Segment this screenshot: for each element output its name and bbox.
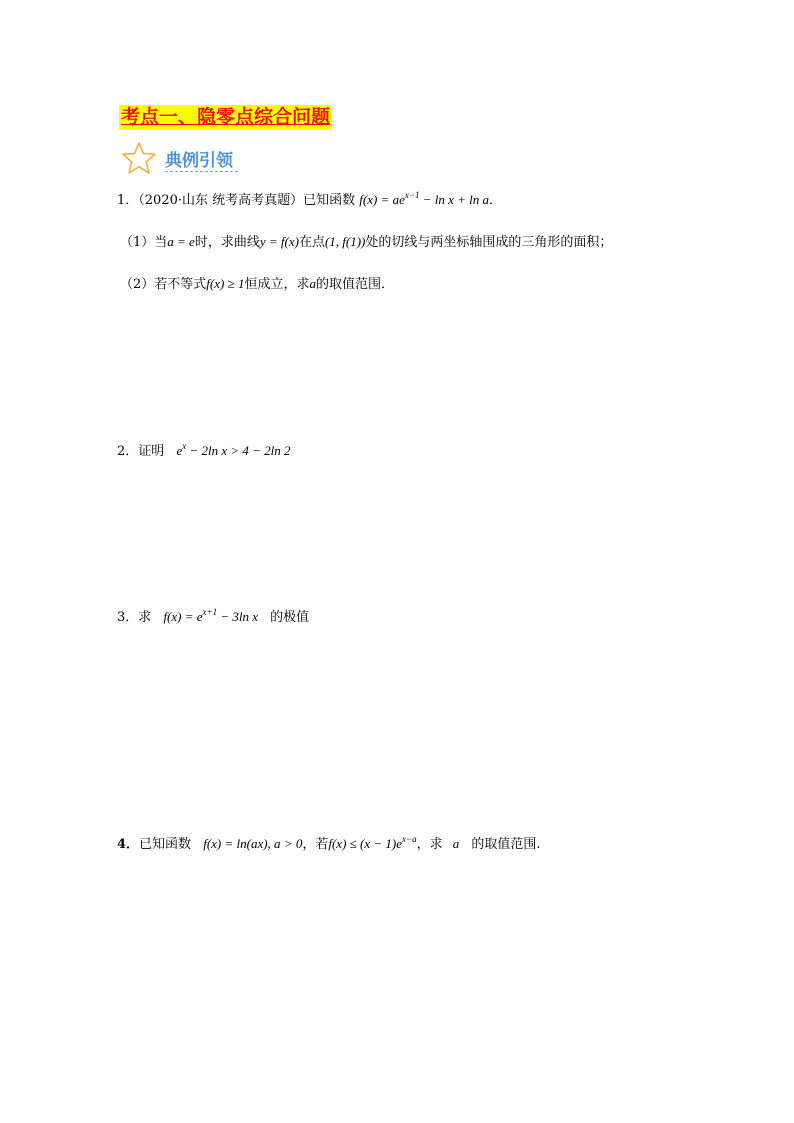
question-text: 已知函数 bbox=[303, 193, 356, 208]
part-text: 恒成立，求 bbox=[244, 277, 310, 292]
question-text: ，求 bbox=[416, 837, 443, 852]
inequality-formula: $f(x) \le (x - 1)e^{x-a}$ bbox=[328, 834, 417, 851]
part-label: （2）若不等式 bbox=[120, 277, 207, 292]
question-1-stem bbox=[117, 191, 502, 210]
section-underline bbox=[165, 171, 238, 172]
question-text: 已知函数 bbox=[139, 837, 192, 852]
inequality-formula: f(x) ≥ 1 bbox=[206, 276, 245, 291]
question-3 bbox=[117, 608, 309, 627]
question-4 bbox=[117, 835, 541, 854]
comma: ， bbox=[302, 837, 316, 852]
question-number: 3． bbox=[117, 610, 139, 625]
question-1-part-2 bbox=[120, 275, 394, 294]
section-title: 考点一、隐零点综合问题 bbox=[121, 106, 331, 128]
section-label: 典例引领 bbox=[165, 151, 233, 171]
question-number: 2． bbox=[117, 444, 139, 459]
question-2 bbox=[117, 442, 291, 461]
question-text: 若 bbox=[315, 837, 329, 852]
variable: a bbox=[452, 836, 460, 851]
variable: a bbox=[309, 276, 316, 291]
question-source: （2020·山东 统考高考真题） bbox=[138, 193, 304, 208]
function-formula: f(x) = ln(ax), a > 0 bbox=[203, 836, 303, 851]
condition-formula: a = e bbox=[167, 234, 195, 249]
part-text: 在点 bbox=[298, 235, 325, 250]
question-number: 4． bbox=[117, 837, 140, 852]
question-number: 1． bbox=[117, 193, 139, 208]
question-text: 求 bbox=[138, 610, 152, 625]
function-formula: $f(x) = e^{x+1} - 3\ln$ x bbox=[163, 607, 259, 624]
period: ． bbox=[489, 193, 503, 208]
point-formula: (1, f(1)) bbox=[324, 234, 366, 249]
part-text: 处的切线与两坐标轴围成的三角形的面积； bbox=[365, 235, 613, 250]
curve-formula: y = f(x) bbox=[259, 234, 299, 249]
star-icon bbox=[121, 141, 157, 175]
function-formula: $f(x) = ae^{x-1} - \ln x + \ln a$ bbox=[359, 190, 490, 207]
question-text: 的极值 bbox=[270, 610, 310, 625]
part-text: 时，求曲线 bbox=[194, 235, 260, 250]
question-text: 的取值范围. bbox=[471, 837, 541, 852]
part-label: （1）当 bbox=[120, 235, 168, 250]
inequality-formula: $e^x - 2\ln$ x > 4 − 2ln 2 bbox=[176, 441, 291, 458]
question-1-part-1 bbox=[120, 233, 612, 252]
part-text: 的取值范围． bbox=[315, 277, 394, 292]
question-text: 证明 bbox=[138, 444, 165, 459]
